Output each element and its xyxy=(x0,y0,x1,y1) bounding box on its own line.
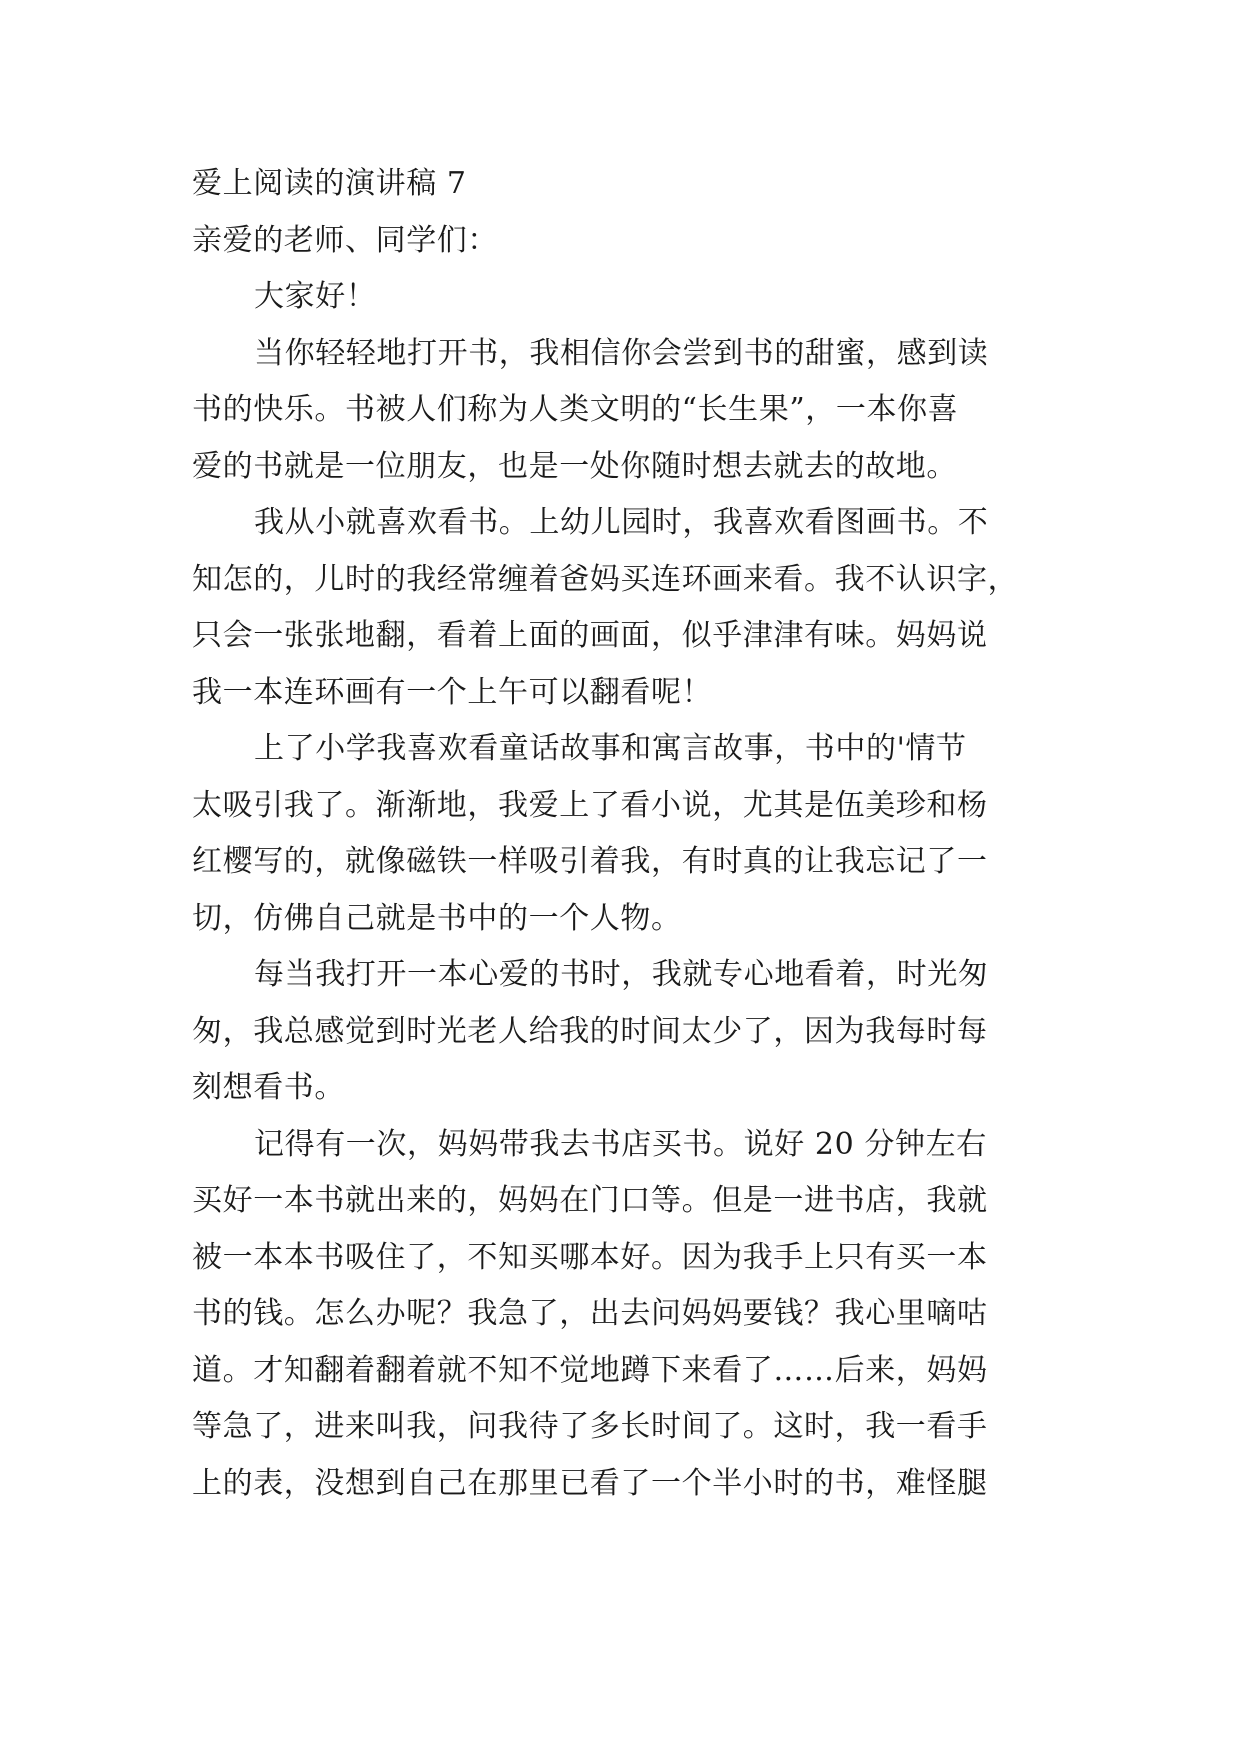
salutation: 亲爱的老师、同学们： xyxy=(192,222,498,258)
document-title: 爱上阅读的演讲稿 7 xyxy=(192,166,467,201)
text-line: 书的快乐。书被人们称为人类文明的“长生果”，一本你喜 xyxy=(192,392,959,427)
text-line: 上了小学我喜欢看童话故事和寓言故事，书中的'情节 xyxy=(254,731,967,766)
text-line: 知怎的，儿时的我经常缠着爸妈买连环画来看。我不认识字， xyxy=(192,561,1019,597)
text-line: 上的表，没想到自己在那里已看了一个半小时的书，难怪腿 xyxy=(192,1465,988,1501)
text-line: 道。才知翻着翻着就不知不觉地蹲下来看了……后来，妈妈 xyxy=(192,1352,988,1388)
text-line: 刻想看书。 xyxy=(192,1070,345,1105)
document-page xyxy=(192,156,1052,1512)
text-line: 被一本本书吸住了，不知买哪本好。因为我手上只有买一本 xyxy=(192,1239,988,1275)
text-line: 当你轻轻地打开书，我相信你会尝到书的甜蜜，感到读 xyxy=(254,335,989,371)
greeting: 大家好！ xyxy=(254,279,377,314)
text-line: 切，仿佛自己就是书中的一个人物。 xyxy=(192,900,682,936)
text-line: 买好一本书就出来的，妈妈在门口等。但是一进书店，我就 xyxy=(192,1183,988,1218)
text-line: 我一本连环画有一个上午可以翻看呢！ xyxy=(192,674,713,710)
text-line: 书的钱。怎么办呢？我急了，出去问妈妈要钱？我心里嘀咕 xyxy=(192,1296,988,1331)
text-line: 红樱写的，就像磁铁一样吸引着我，有时真的让我忘记了一 xyxy=(192,844,988,879)
text-line: 每当我打开一本心爱的书时，我就专心地看着，时光匆 xyxy=(254,957,989,992)
text-line: 只会一张张地翻，看着上面的画面，似乎津津有味。妈妈说 xyxy=(192,618,988,653)
text-line: 太吸引我了。渐渐地，我爱上了看小说，尤其是伍美珍和杨 xyxy=(192,787,988,823)
text-line: 爱的书就是一位朋友，也是一处你随时想去就去的故地。 xyxy=(192,448,957,484)
text-line: 匆，我总感觉到时光老人给我的时间太少了，因为我每时每 xyxy=(192,1013,988,1049)
body-text xyxy=(192,326,1052,1513)
text-line: 等急了，进来叫我，问我待了多长时间了。这时，我一看手 xyxy=(192,1409,988,1444)
text-line: 记得有一次，妈妈带我去书店买书。说好 20 分钟左右 xyxy=(254,1126,987,1162)
text-line: 我从小就喜欢看书。上幼儿园时，我喜欢看图画书。不 xyxy=(254,505,989,540)
